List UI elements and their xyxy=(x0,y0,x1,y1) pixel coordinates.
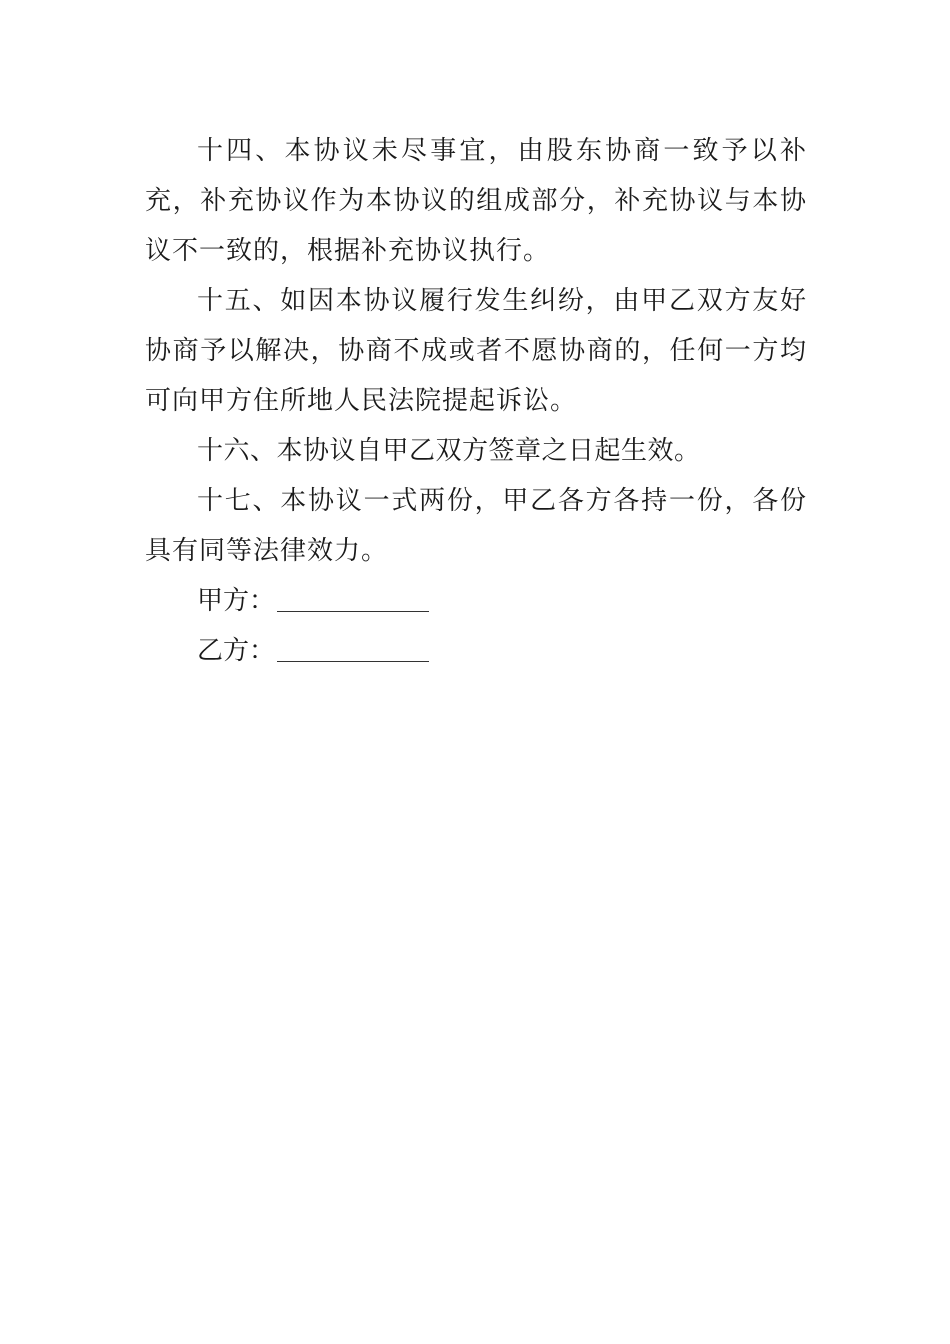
clause-15: 十五、如因本协议履行发生纠纷，由甲乙双方友好协商予以解决，协商不成或者不愿协商的，任何一方均可向甲方住所地人民法院提起诉讼。 xyxy=(145,286,807,416)
party-a-label: 甲方： xyxy=(197,586,276,616)
party-b-label: 乙方： xyxy=(197,636,276,666)
document-body xyxy=(145,126,807,676)
party-a-signature-blank xyxy=(277,610,429,612)
clause-17: 十七、本协议一式两份，甲乙各方各持一份，各份具有同等法律效力。 xyxy=(145,486,807,566)
party-b-signature-line xyxy=(145,626,807,676)
party-a-signature-line xyxy=(145,576,807,626)
clause-14: 十四、本协议未尽事宜，由股东协商一致予以补充，补充协议作为本协议的组成部分，补充协议与本协议不一致的，根据补充协议执行。 xyxy=(145,136,807,266)
party-b-signature-blank xyxy=(277,660,429,662)
clause-16: 十六、本协议自甲乙双方签章之日起生效。 xyxy=(197,436,701,466)
